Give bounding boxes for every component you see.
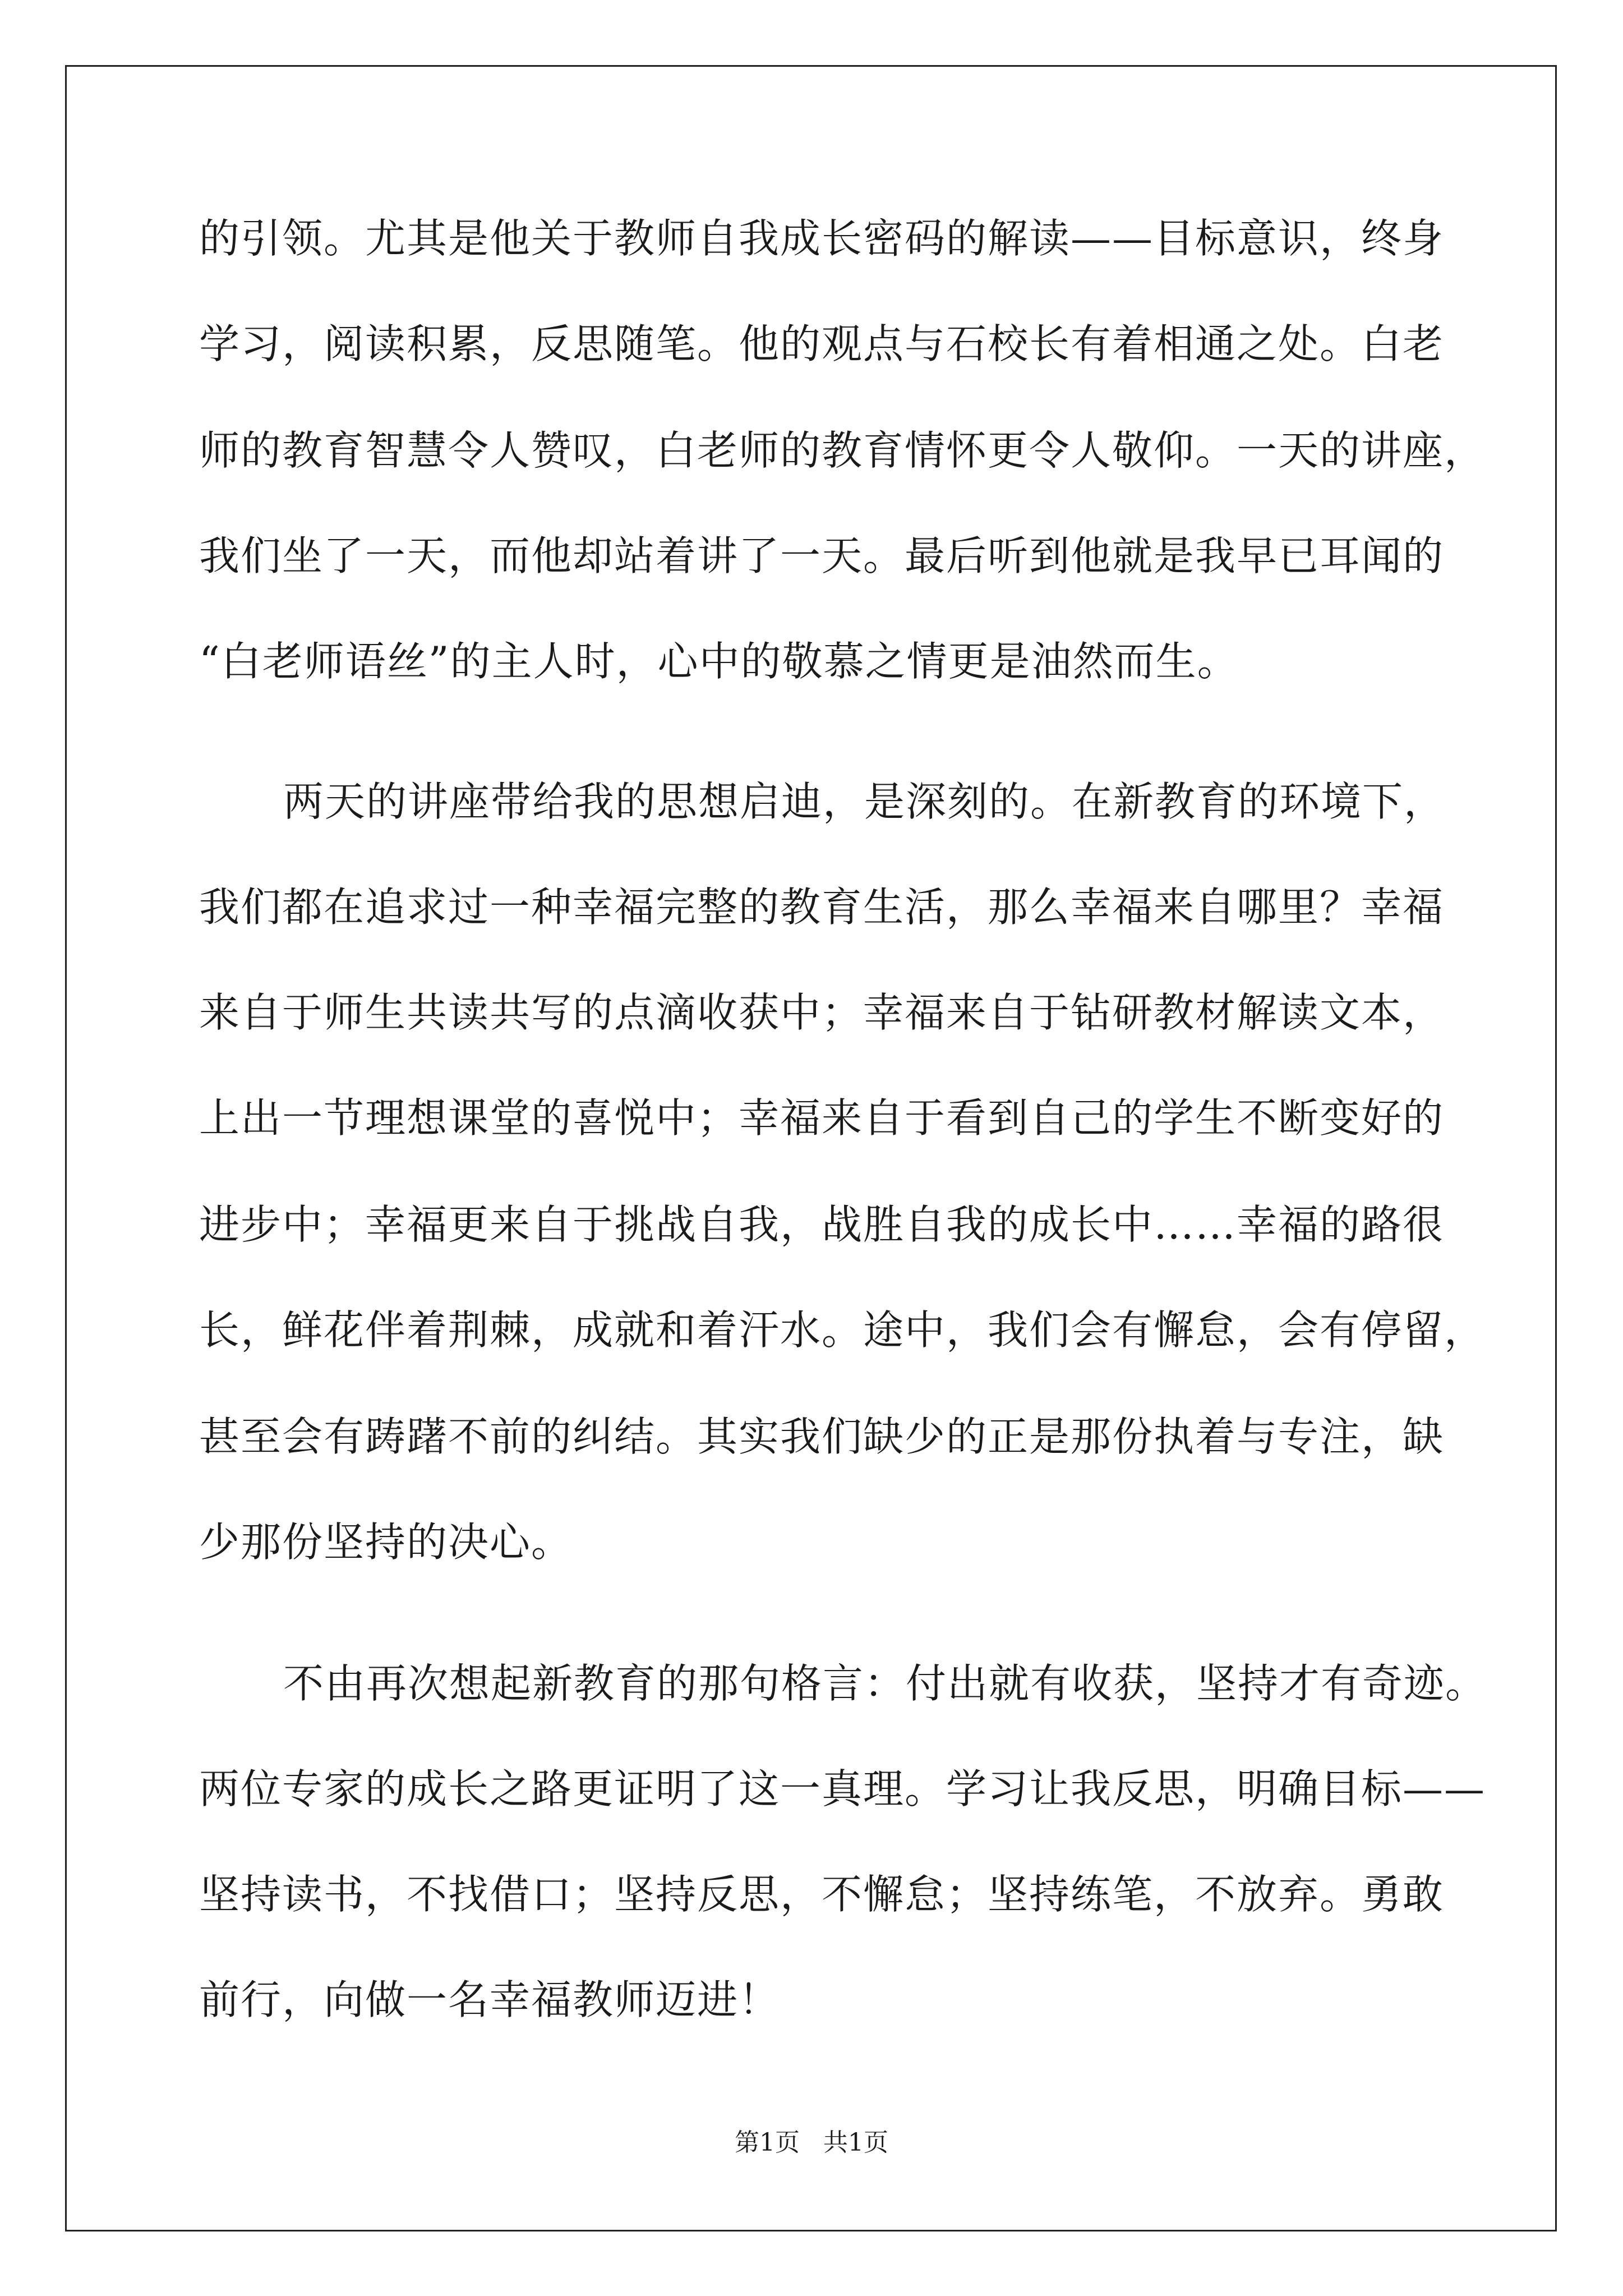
text-line: 我们坐了一天，而他却站着讲了一天。最后听到他就是我早已耳闻的 — [199, 532, 1445, 579]
text-line: 甚至会有踌躇不前的纠结。其实我们缺少的正是那份执着与专注，缺 — [199, 1413, 1445, 1460]
text-line: 的引领。尤其是他关于教师自我成长密码的解读——目标意识，终身 — [199, 215, 1445, 262]
text-line: 来自于师生共读共写的点滴收获中；幸福来自于钻研教材解读文本， — [199, 989, 1445, 1036]
text-line: 少那份坚持的决心。 — [199, 1519, 573, 1566]
paragraph-start-line: 两天的讲座带给我的思想启迪，是深刻的。在新教育的环境下， — [283, 778, 1446, 825]
text-line: 我们都在追求过一种幸福完整的教育生活，那么幸福来自哪里？幸福 — [199, 884, 1445, 931]
text-line: 前行，向做一名幸福教师迈进！ — [199, 1976, 781, 2023]
text-line: 学习，阅读积累，反思随笔。他的观点与石校长有着相通之处。白老 — [199, 320, 1445, 367]
text-line: 两位专家的成长之路更证明了这一真理。学习让我反思，明确目标—— — [199, 1765, 1486, 1812]
text-line: 进步中；幸福更来自于挑战自我，战胜自我的成长中……幸福的路很 — [199, 1201, 1445, 1248]
text-line: 长，鲜花伴着荆棘，成就和着汗水。途中，我们会有懈怠，会有停留， — [199, 1306, 1486, 1354]
text-line: 坚持读书，不找借口；坚持反思，不懈怠；坚持练笔，不放弃。勇敢 — [199, 1871, 1445, 1918]
text-line: “白老师语丝”的主人时，心中的敬慕之情更是油然而生。 — [199, 638, 1239, 685]
text-line: 上出一节理想课堂的喜悦中；幸福来自于看到自己的学生不断变好的 — [199, 1094, 1445, 1142]
page-footer: 第1页 共1页 — [735, 2128, 888, 2157]
paragraph-start-line: 不由再次想起新教育的那句格言：付出就有收获，坚持才有奇迹。 — [283, 1660, 1487, 1707]
text-line: 师的教育智慧令人赞叹，白老师的教育情怀更令人敬仰。一天的讲座， — [199, 427, 1486, 474]
